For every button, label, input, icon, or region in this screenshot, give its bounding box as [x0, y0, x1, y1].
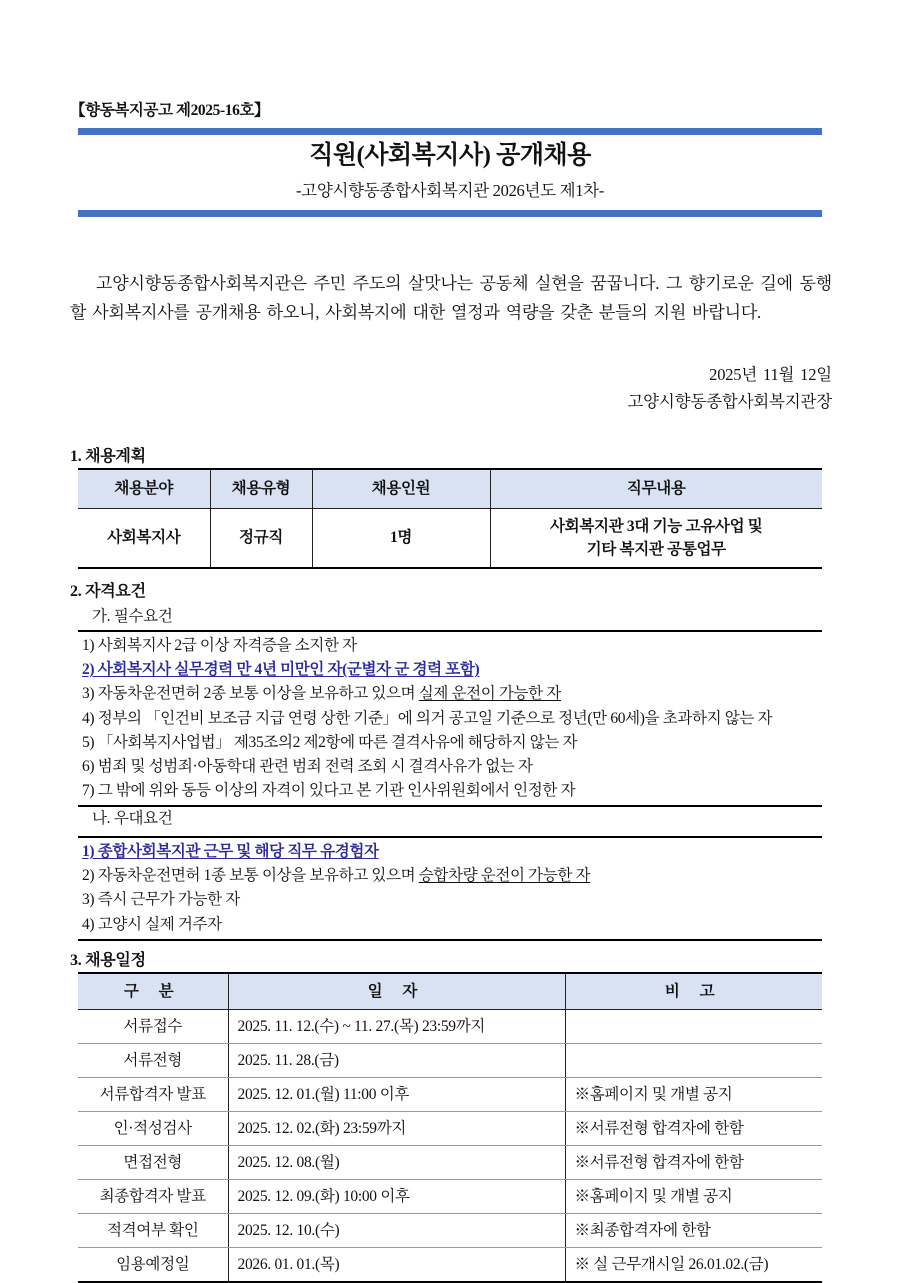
- table-header-row: [78, 469, 822, 509]
- page-title: 직원(사회복지사) 공개채용: [309, 142, 591, 169]
- section-heading-recruitment-plan: 1. 채용계획: [70, 448, 146, 465]
- cell-stage: 임용예정일: [78, 1248, 228, 1283]
- cell-stage: 서류접수: [78, 1010, 228, 1044]
- title-block: [70, 140, 830, 201]
- cell-date: 2026. 01. 01.(목): [228, 1248, 565, 1283]
- col-header-field: 채용분야: [78, 469, 210, 509]
- list-item: 1) 사회복지사 2급 이상 자격증을 소지한 자: [82, 637, 357, 654]
- list-item: 5) 「사회복지사업법」 제35조의2 제2항에 따른 결격사유에 해당하지 않는 자: [82, 733, 578, 751]
- list-item: 2) 사회복지사 실무경력 만 4년 미만인 자(군별자 군 경력 포함): [82, 661, 480, 679]
- col-header-date: 일 자: [228, 973, 565, 1010]
- list-item: 2) 자동차운전면허 1종 보통 이상을 보유하고 있으며 승합차량 운전이 가능한 자: [82, 867, 591, 885]
- cell-duties: [490, 509, 822, 569]
- col-header-type: 채용유형: [210, 469, 312, 509]
- section-heading-schedule: 3. 채용일정: [70, 952, 146, 969]
- table-row: [78, 509, 822, 569]
- cell-duties-line2: 기타 복지관 공통업무: [586, 541, 726, 558]
- cell-date: 2025. 12. 10.(수): [228, 1214, 565, 1248]
- cell-note: ※최종합격자에 한함: [565, 1214, 822, 1248]
- table-row: [78, 1044, 822, 1078]
- col-header-headcount: 채용인원: [312, 469, 490, 509]
- table-row: [78, 1146, 822, 1180]
- cell-stage: 서류합격자 발표: [78, 1078, 228, 1112]
- cell-note: [565, 1010, 822, 1044]
- intro-paragraph: 고양시향동종합사회복지관은 주민 주도의 살맛나는 공동체 실현을 꿈꿉니다. 그 향기로운 길에 동행할 사회복지사를 공개채용 하오니, 사회복지에 대한 열정과 역량을 갖춘 분들의 지원 바랍니다.: [70, 274, 832, 323]
- document-number: 【향동복지공고 제2025-16호】: [70, 102, 270, 119]
- cell-note: [565, 1044, 822, 1078]
- schedule-table-body: [78, 1010, 822, 1283]
- col-header-note: 비 고: [565, 973, 822, 1010]
- underlined-phrase: 승합차량 운전이 가능한 자: [418, 867, 591, 885]
- table-row: [78, 1180, 822, 1214]
- list-item: 3) 자동차운전면허 2종 보통 이상을 보유하고 있으며 실제 운전이 가능한 자: [82, 685, 561, 703]
- header-accent-bar-bottom: [78, 210, 822, 217]
- section-heading-qualifications: 2. 자격요건: [70, 583, 146, 600]
- table-row: [78, 1078, 822, 1112]
- preferred-requirements-list: [78, 836, 822, 941]
- cell-date: 2025. 11. 12.(수) ~ 11. 27.(목) 23:59까지: [228, 1010, 565, 1044]
- cell-date: 2025. 12. 08.(월): [228, 1146, 565, 1180]
- cell-stage: 최종합격자 발표: [78, 1180, 228, 1214]
- cell-duties-line1: 사회복지관 3대 기능 고유사업 및: [549, 517, 763, 535]
- table-row: [78, 1010, 822, 1044]
- table-row: [78, 1112, 822, 1146]
- sub-heading-preferred: 나. 우대요건: [92, 810, 173, 827]
- issuer-name: 고양시향동종합사회복지관장: [627, 391, 832, 411]
- cell-date: 2025. 12. 02.(화) 23:59까지: [228, 1112, 565, 1146]
- table-header-row: [78, 973, 822, 1010]
- col-header-duties: 직무내용: [490, 469, 822, 509]
- table-row: [78, 1248, 822, 1283]
- cell-stage: 인·적성검사: [78, 1112, 228, 1146]
- page-subtitle: -고양시향동종합사회복지관 2026년도 제1차-: [295, 181, 604, 201]
- cell-field: 사회복지사: [78, 509, 210, 569]
- cell-type: 정규직: [210, 509, 312, 569]
- cell-note: ※홈페이지 및 개별 공지: [565, 1180, 822, 1214]
- col-header-stage: 구 분: [78, 973, 228, 1010]
- list-item: 4) 고양시 실제 거주자: [82, 915, 222, 933]
- cell-stage: 면접전형: [78, 1146, 228, 1180]
- underlined-phrase: 실제 운전이 가능한 자: [418, 685, 561, 703]
- list-item: 1) 종합사회복지관 근무 및 해당 직무 유경험자: [82, 843, 379, 860]
- sub-heading-essential: 가. 필수요건: [92, 608, 173, 625]
- recruitment-plan-table: [78, 468, 822, 569]
- list-item: 7) 그 밖에 위와 동등 이상의 자격이 있다고 본 기관 인사위원회에서 인정한 자: [82, 782, 576, 800]
- table-row: [78, 1214, 822, 1248]
- list-item: 3) 즉시 근무가 가능한 자: [82, 891, 240, 909]
- cell-date: 2025. 12. 01.(월) 11:00 이후: [228, 1078, 565, 1112]
- list-item: 6) 범죄 및 성범죄·아동학대 관련 범죄 전력 조회 시 결격사유가 없는 자: [82, 757, 533, 775]
- cell-note: ※서류전형 합격자에 한함: [565, 1146, 822, 1180]
- essential-requirements-list: [78, 630, 822, 807]
- cell-note: ※서류전형 합격자에 한함: [565, 1112, 822, 1146]
- cell-note: ※ 실 근무개시일 26.01.02.(금): [565, 1248, 822, 1283]
- signature-block: [627, 362, 832, 415]
- list-item: 4) 정부의 「인건비 보조금 지급 연령 상한 기준」에 의거 공고일 기준으로 정년(만 60세)을 초과하지 않는 자: [82, 709, 773, 727]
- cell-headcount: 1명: [312, 509, 490, 569]
- cell-note: ※홈페이지 및 개별 공지: [565, 1078, 822, 1112]
- cell-stage: 적격여부 확인: [78, 1214, 228, 1248]
- cell-date: 2025. 12. 09.(화) 10:00 이후: [228, 1180, 565, 1214]
- header-accent-bar-top: [78, 128, 822, 135]
- recruitment-schedule-table: [78, 972, 822, 1283]
- issue-date: 2025년 11월 12일: [709, 365, 832, 384]
- cell-date: 2025. 11. 28.(금): [228, 1044, 565, 1078]
- cell-stage: 서류전형: [78, 1044, 228, 1078]
